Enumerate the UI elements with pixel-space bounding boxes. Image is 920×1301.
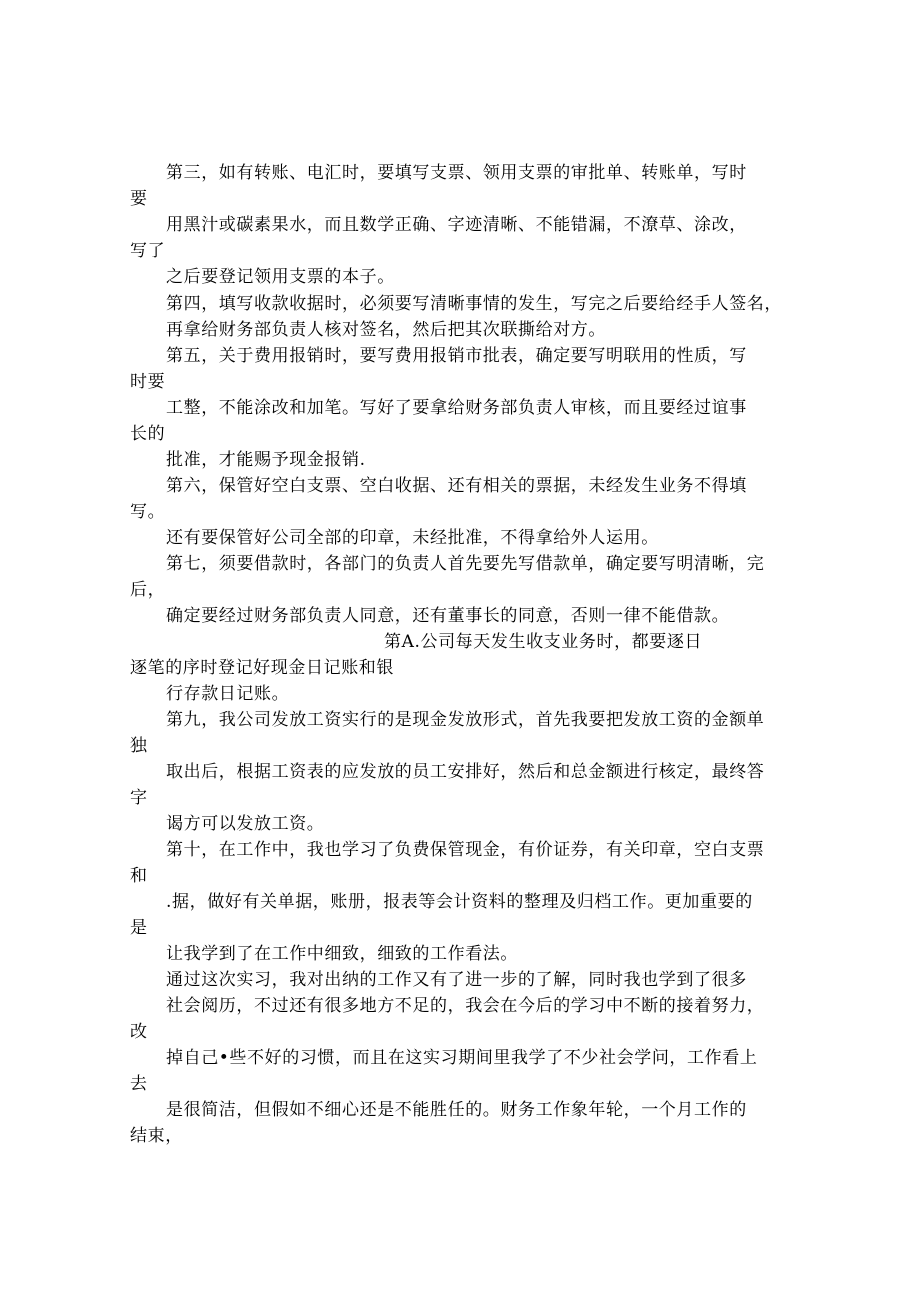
- text-line: 改: [130, 1022, 148, 1042]
- text-line: 取出后，根据工资表的应发放的员工安排好，然后和总金额进行核定，最终答: [166, 762, 765, 782]
- text-line: 行存款日记账。: [166, 684, 290, 704]
- text-line: 批准，才能赐予现金报销.: [166, 450, 366, 470]
- text-line: 写。: [130, 502, 166, 522]
- text-line: 第A.公司每天发生收支业务时，都要逐日: [384, 632, 703, 652]
- text-line: 工整，不能涂改和加笔。写好了要拿给财务部负责人审核，而且要经过谊事: [166, 398, 747, 418]
- text-line: 通过这次实习，我对出纳的工作又有了进一步的了解，同时我也学到了很多: [166, 970, 747, 990]
- text-line: 谒方可以发放工资。: [166, 814, 325, 834]
- text-line: 第九，我公司发放工资实行的是现金发放形式，首先我要把发放工资的金额单: [166, 710, 765, 730]
- text-line: 确定要经过财务部负责人同意，还有董事长的同意，否则一律不能借款。: [166, 606, 730, 626]
- text-line: 用黑汁或碳素果水，而且数学正确、字迹清晰、不能错漏，不潦草、涂改，: [166, 215, 747, 235]
- text-line: 第五，关于费用报销时，要写费用报销市批表，确定要写明联用的性质，写: [166, 346, 747, 366]
- text-line: 时要: [130, 372, 166, 392]
- text-line: .据，做好有关单据，账册，报表等会计资料的整理及归档工作。更加重要的: [166, 892, 753, 912]
- text-line: 第十，在工作中，我也学习了负费保管现金，有价证券，有关印章，空白支票: [166, 840, 765, 860]
- text-line: 让我学到了在工作中细致，细致的工作看法。: [166, 944, 518, 964]
- text-line: 去: [130, 1074, 148, 1094]
- text-line: 是: [130, 918, 148, 938]
- text-line: 结束，: [130, 1126, 183, 1146]
- text-line: 第七，须要借款时，各部门的负责人首先要先写借款单，确定要写明清晰，完: [166, 554, 765, 574]
- text-line: 第三，如有转账、电汇时，要填写支票、领用支票的审批单、转账单，写时: [166, 163, 747, 183]
- text-line: 掉自己•些不好的习惯，而且在这实习期间里我学了不少社会学问，工作看上: [166, 1048, 758, 1068]
- text-line: 和: [130, 866, 148, 886]
- text-line: 要: [130, 189, 148, 209]
- text-line: 再拿给财务部负责人核对签名，然后把其次联撕给对方。: [166, 320, 606, 340]
- text-line: 逐笔的序时登记好现金日记账和银: [130, 658, 394, 678]
- text-line: 是很简洁，但假如不细心还是不能胜任的。财务工作象年轮，一个月工作的: [166, 1100, 747, 1120]
- text-line: 字: [130, 788, 148, 808]
- text-line: 长的: [130, 424, 166, 444]
- text-line: 第六，保管好空白支票、空白收据、还有相关的票据，未经发生业务不得填: [166, 476, 747, 496]
- text-line: 之后要登记领用支票的本子。: [166, 267, 395, 287]
- text-line: 第四，填写收款收据时，必须要写清晰事情的发生，写完之后要给经手人签名，: [166, 294, 782, 314]
- text-line: 写了: [130, 241, 166, 261]
- text-line: 后，: [130, 580, 166, 600]
- text-line: 独: [130, 736, 148, 756]
- text-line: 社会阅历，不过还有很多地方不足的，我会在今后的学习中不断的接着努力，: [166, 996, 765, 1016]
- text-line: 还有要保管好公司全部的印章，未经批准，不得拿给外人运用。: [166, 528, 659, 548]
